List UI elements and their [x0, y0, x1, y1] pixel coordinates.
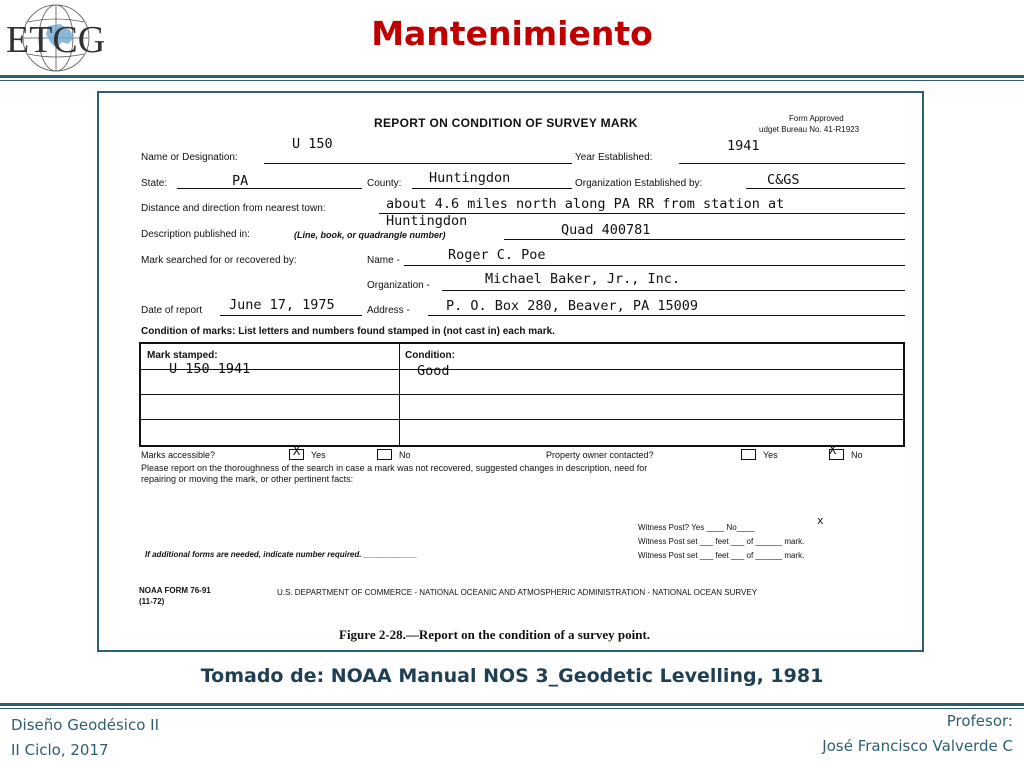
col-condition: Condition:	[405, 350, 455, 361]
label-state: State:	[141, 178, 168, 189]
line	[428, 315, 905, 316]
form-approved: Form Approved	[789, 114, 844, 123]
mark-accessible-yes: X	[293, 444, 301, 458]
page-title: Mantenimiento	[371, 14, 653, 53]
budget-bureau: udget Bureau No. 41-R1923	[759, 125, 860, 134]
table-row-line	[141, 369, 903, 370]
line	[177, 188, 362, 189]
label-name: Name -	[367, 255, 400, 266]
label-designation: Name or Designation:	[141, 152, 238, 163]
survey-form-image	[97, 91, 924, 652]
table-row-line	[141, 419, 903, 420]
value-designation: U 150	[292, 136, 333, 152]
col-mark-stamped: Mark stamped:	[147, 350, 218, 361]
mark-owner-no: X	[829, 443, 837, 457]
value-condition: Good	[417, 363, 450, 379]
value-description: Quad 400781	[561, 222, 651, 238]
label-address: Address -	[367, 305, 410, 316]
line	[264, 163, 572, 164]
source-caption: Tomado de: NOAA Manual NOS 3_Geodetic Levelling, 1981	[200, 665, 824, 687]
value-distance-1: about 4.6 miles north along PA RR from station at	[386, 196, 785, 212]
table-row-line	[141, 394, 903, 395]
line	[504, 239, 905, 240]
line	[746, 188, 905, 189]
label-description: Description published in:	[141, 229, 250, 240]
label-year: Year Established:	[575, 152, 653, 163]
label-no: No	[399, 450, 411, 460]
footer-divider-thin	[0, 708, 1024, 709]
label-county: County:	[367, 178, 402, 189]
witness-post-set-2: Witness Post set ___ feet ___ of ______ mark.	[638, 551, 805, 560]
label-org-established: Organization Established by:	[575, 178, 703, 189]
line	[679, 163, 905, 164]
label-owner-yes: Yes	[763, 450, 778, 460]
professor-name: José Francisco Valverde C	[822, 737, 1013, 755]
figure-caption: Figure 2-28.—Report on the condition of a survey point.	[339, 627, 651, 642]
label-distance: Distance and direction from nearest town:	[141, 203, 326, 214]
line	[412, 188, 572, 189]
course-name: Diseño Geodésico II	[11, 716, 160, 734]
value-name: Roger C. Poe	[448, 247, 546, 263]
header-divider	[0, 75, 1024, 78]
form-heading: REPORT ON CONDITION OF SURVEY MARK	[374, 116, 638, 130]
department-line: U.S. DEPARTMENT OF COMMERCE - NATIONAL OCEANIC AND ATMOSPHERIC ADMINISTRATION - NATIONAL OCEAN SURVEY	[277, 588, 758, 597]
value-county: Huntingdon	[429, 170, 511, 186]
header-divider-thin	[0, 80, 1024, 81]
label-yes: Yes	[311, 450, 326, 460]
label-accessible: Marks accessible?	[141, 450, 216, 460]
footer-divider	[0, 703, 1024, 706]
course-term: II Ciclo, 2017	[11, 741, 109, 759]
checkbox-accessible-no	[377, 449, 392, 460]
value-organization: Michael Baker, Jr., Inc.	[485, 271, 681, 287]
report-instructions-1: Please report on the thoroughness of the search in case a mark was not recovered, suggested changes in description, need for	[141, 463, 648, 473]
form-number: NOAA FORM 76-91	[139, 586, 211, 595]
value-stamped: U 150 1941	[169, 361, 251, 377]
label-organization: Organization -	[367, 280, 430, 291]
witness-post: Witness Post? Yes ____ No____	[638, 523, 755, 532]
value-distance-2: Huntingdon	[386, 213, 468, 229]
value-year: 1941	[727, 138, 760, 154]
value-org: C&GS	[767, 172, 800, 188]
label-owner: Property owner contacted?	[546, 450, 654, 460]
form-date: (11-72)	[139, 597, 165, 606]
professor-label: Profesor:	[946, 712, 1013, 730]
condition-instructions: Condition of marks: List letters and numbers found stamped in (not cast in) each mark.	[141, 326, 555, 337]
mark-witness-no: x	[817, 514, 824, 527]
line	[442, 290, 905, 291]
description-hint: (Line, book, or quadrangle number)	[294, 230, 446, 240]
additional-forms: If additional forms are needed, indicate number required. ____________	[145, 550, 418, 559]
line	[220, 315, 362, 316]
marks-table	[139, 342, 905, 447]
witness-post-set-1: Witness Post set ___ feet ___ of ______ mark.	[638, 537, 805, 546]
value-state: PA	[232, 173, 249, 189]
value-address: P. O. Box 280, Beaver, PA 15009	[446, 298, 698, 314]
label-owner-no: No	[851, 450, 863, 460]
label-date: Date of report	[141, 305, 203, 316]
line	[404, 265, 905, 266]
checkbox-owner-yes	[741, 449, 756, 460]
report-instructions-2: repairing or moving the mark, or other pertinent facts:	[141, 474, 354, 484]
label-searched-by: Mark searched for or recovered by:	[141, 255, 297, 266]
value-date: June 17, 1975	[229, 297, 335, 313]
logo-text: ETCG	[6, 19, 106, 61]
